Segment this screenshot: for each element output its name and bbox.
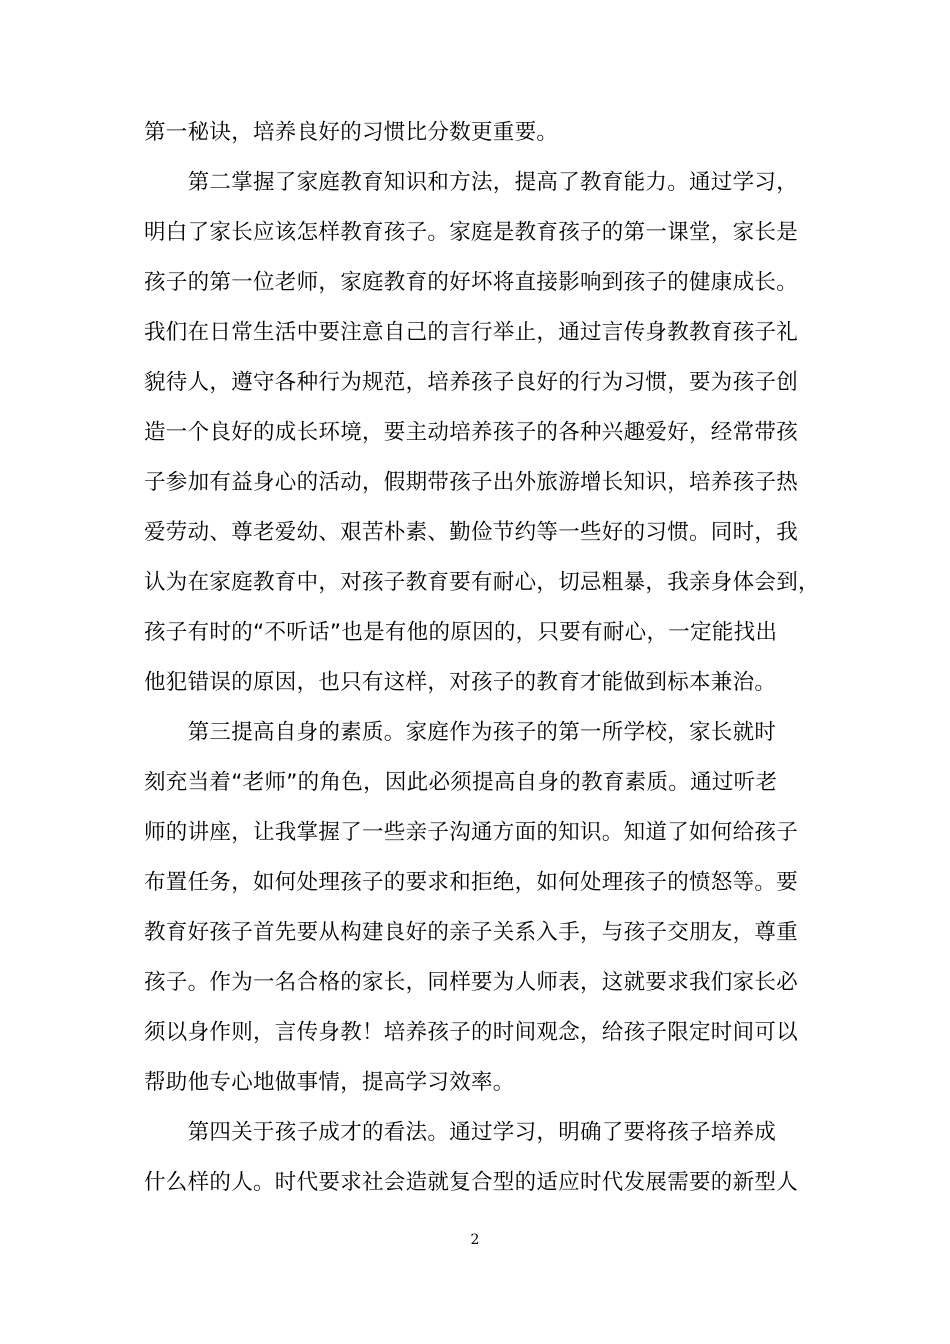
text-line: 孩子有时的“不听话”也是有他的原因的，只要有耐心，一定能找出: [144, 620, 778, 645]
text-line: 须以身作则，言传身教！培养孩子的时间观念，给孩子限定时间可以: [144, 1020, 799, 1045]
text-line: 我们在日常生活中要注意自己的言行举止，通过言传身教教育孩子礼: [144, 320, 799, 345]
text-line: 子参加有益身心的活动，假期带孩子出外旅游增长知识，培养孩子热: [144, 470, 799, 495]
text-line: 认为在家庭教育中，对孩子教育要有耐心，切忌粗暴，我亲身体会到，: [144, 570, 820, 595]
text-line: 貌待人，遵守各种行为规范，培养孩子良好的行为习惯，要为孩子创: [144, 370, 799, 395]
text-line: 孩子。作为一名合格的家长，同样要为人师表，这就要求我们家长必: [144, 970, 799, 995]
text-line: 什么样的人。时代要求社会造就复合型的适应时代发展需要的新型人: [144, 1170, 799, 1195]
text-line: 第三提高自身的素质。家庭作为孩子的第一所学校，家长就时: [144, 720, 777, 745]
text-line: 布置任务，如何处理孩子的要求和拒绝，如何处理孩子的愤怒等。要: [144, 870, 799, 895]
text-line: 第一秘诀，培养良好的习惯比分数更重要。: [144, 120, 559, 145]
text-line: 帮助他专心地做事情，提高学习效率。: [144, 1070, 515, 1095]
text-line: 教育好孩子首先要从构建良好的亲子关系入手，与孩子交朋友，尊重: [144, 920, 799, 945]
page-number: 2: [470, 1232, 480, 1248]
text-line: 第二掌握了家庭教育知识和方法，提高了教育能力。通过学习，: [144, 170, 799, 195]
text-line: 师的讲座，让我掌握了一些亲子沟通方面的知识。知道了如何给孩子: [144, 820, 799, 845]
text-line: 明白了家长应该怎样教育孩子。家庭是教育孩子的第一课堂，家长是: [144, 220, 799, 245]
text-line: 他犯错误的原因，也只有这样，对孩子的教育才能做到标本兼治。: [144, 670, 777, 695]
text-line: 第四关于孩子成才的看法。通过学习，明确了要将孩子培养成: [144, 1120, 777, 1145]
text-line: 孩子的第一位老师，家庭教育的好坏将直接影响到孩子的健康成长。: [144, 270, 799, 295]
text-line: 爱劳动、尊老爱幼、艰苦朴素、勤俭节约等一些好的习惯。同时，我: [144, 520, 799, 545]
text-line: 刻充当着“老师”的角色，因此必须提高自身的教育素质。通过听老: [144, 770, 778, 795]
text-line: 造一个良好的成长环境，要主动培养孩子的各种兴趣爱好，经常带孩: [144, 420, 799, 445]
